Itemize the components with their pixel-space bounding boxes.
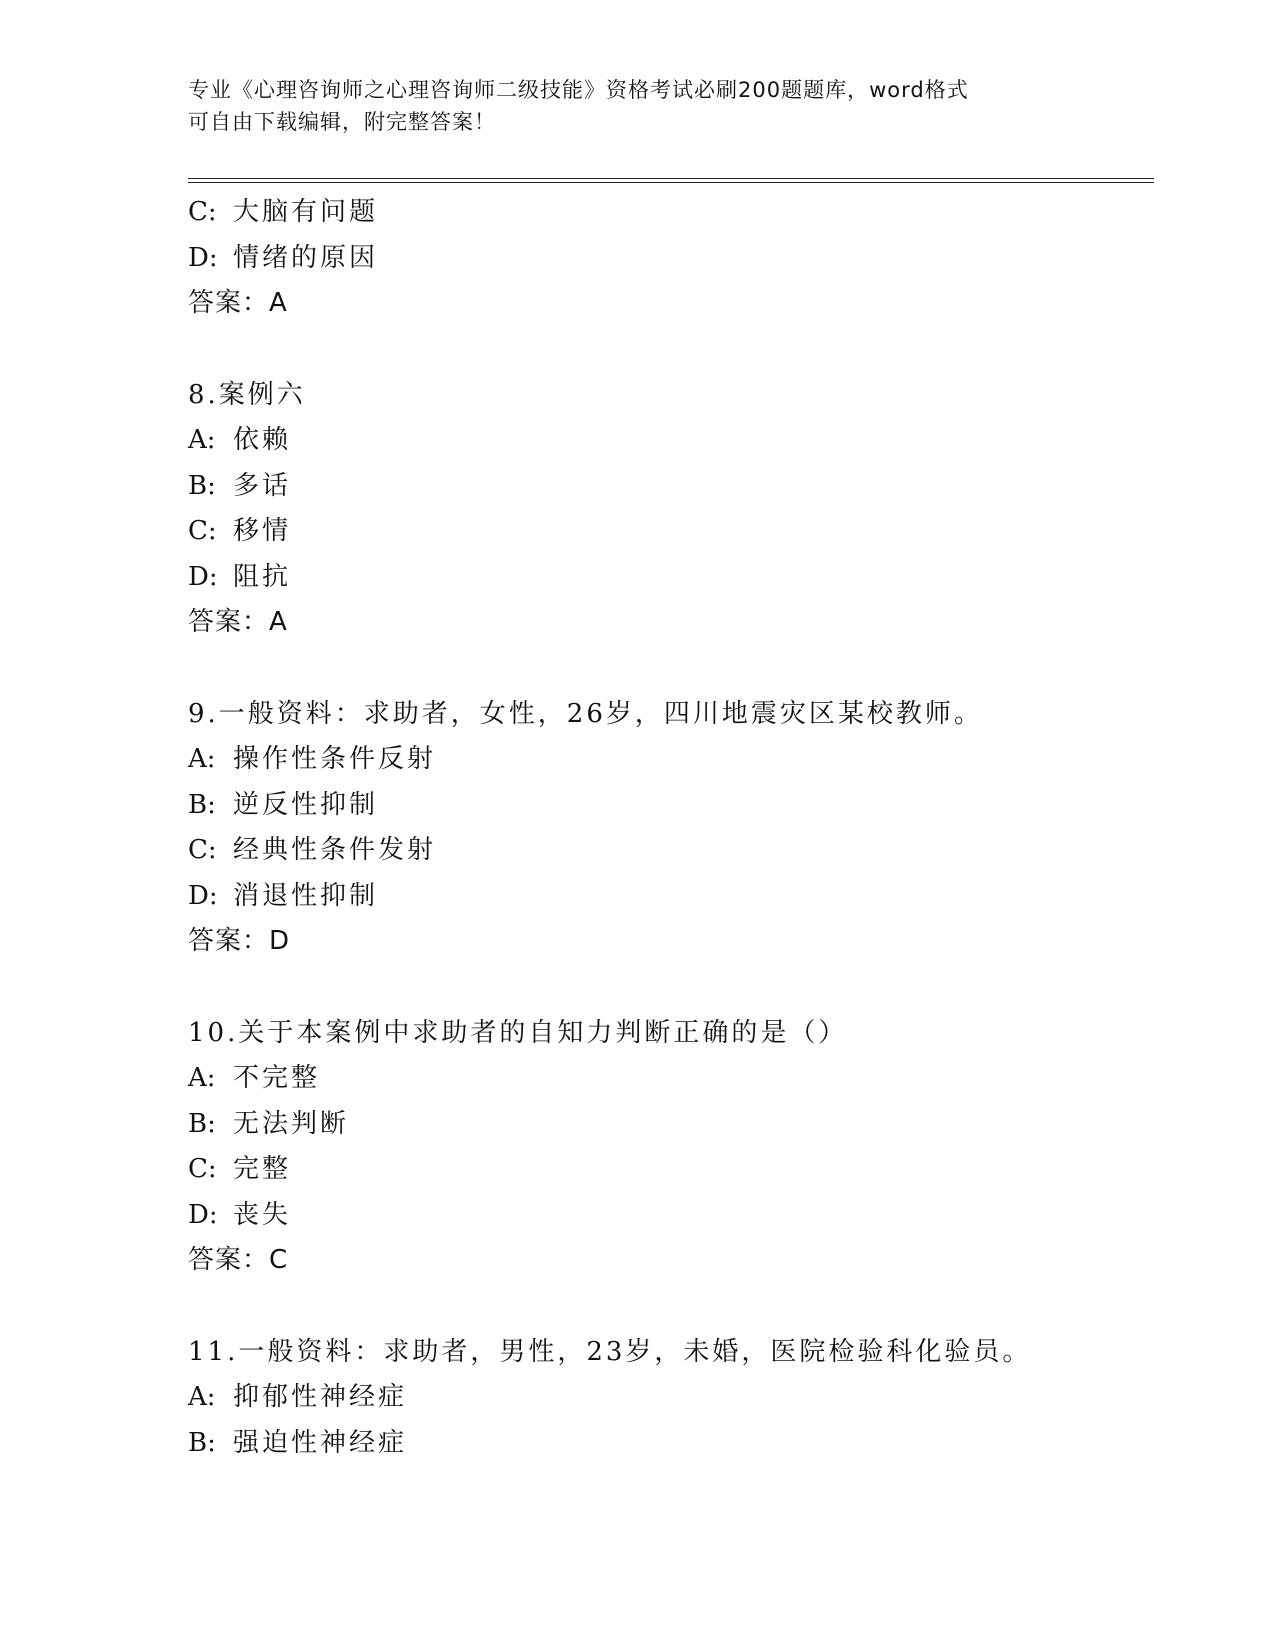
- option-letter: C:: [188, 197, 217, 227]
- option-row: [188, 737, 1148, 783]
- option-letter: C:: [188, 835, 217, 865]
- option-text: 大脑有问题: [233, 197, 379, 227]
- option-letter: C:: [188, 516, 217, 546]
- option-text: 逆反性抑制: [233, 789, 379, 820]
- option-row: [188, 464, 1148, 510]
- option-row: [188, 1147, 1148, 1193]
- option-text: 移情: [233, 516, 292, 546]
- answer-line: 答案：C: [188, 1245, 289, 1275]
- question-stem: 8.案例六: [188, 379, 306, 410]
- option-text: 不完整: [233, 1063, 321, 1093]
- question-stem: 10.关于本案例中求助者的自知力判断正确的是（）: [188, 1017, 848, 1048]
- option-row: [188, 1421, 1148, 1467]
- option-text: 情绪的原因: [233, 242, 379, 273]
- option-letter: B:: [188, 1108, 216, 1139]
- answer-line: 答案：A: [188, 607, 288, 637]
- question-stem: 9.一般资料：求助者，女性，26岁，四川地震灾区某校教师。: [188, 698, 983, 729]
- option-text: 抑郁性神经症: [233, 1382, 408, 1412]
- option-letter: A:: [188, 425, 216, 455]
- option-letter: A:: [188, 1382, 216, 1412]
- option-row: [188, 418, 1148, 464]
- question-stem: 11.一般资料：求助者，男性，23岁，未婚，医院检验科化验员。: [188, 1336, 1032, 1367]
- option-letter: B:: [188, 789, 216, 820]
- option-row: [188, 874, 1148, 920]
- option-letter: D:: [188, 880, 218, 911]
- option-text: 经典性条件发射: [233, 835, 437, 865]
- answer-line: 答案：D: [188, 926, 291, 956]
- option-letter: A:: [188, 744, 216, 774]
- option-letter: D:: [188, 561, 218, 592]
- document-header: [188, 74, 1068, 138]
- option-letter: D:: [188, 242, 218, 273]
- header-divider-bottom: [188, 182, 1154, 183]
- option-row: [188, 509, 1148, 555]
- option-text: 依赖: [233, 425, 292, 455]
- option-text: 操作性条件反射: [233, 744, 437, 774]
- option-letter: B:: [188, 1427, 216, 1458]
- option-text: 强迫性神经症: [233, 1427, 408, 1458]
- header-line-2: 可自由下载编辑，附完整答案！: [188, 110, 496, 134]
- option-row: [188, 236, 1148, 282]
- option-row: [188, 1193, 1148, 1239]
- header-line-1: 专业《心理咨询师之心理咨询师二级技能》资格考试必刷200题题库，word格式: [188, 78, 969, 102]
- option-row: [188, 555, 1148, 601]
- option-letter: C:: [188, 1154, 217, 1184]
- option-letter: B:: [188, 470, 216, 501]
- option-row: [188, 828, 1148, 874]
- option-text: 丧失: [233, 1199, 292, 1230]
- option-row: [188, 190, 1148, 236]
- option-letter: A:: [188, 1063, 216, 1093]
- option-row: [188, 1375, 1148, 1421]
- option-text: 阻抗: [233, 561, 292, 592]
- option-row: [188, 1102, 1148, 1148]
- option-text: 多话: [233, 470, 292, 501]
- option-row: [188, 783, 1148, 829]
- question-list: [188, 190, 1148, 1466]
- answer-line: 答案：A: [188, 288, 288, 318]
- option-text: 完整: [233, 1154, 292, 1184]
- option-text: 无法判断: [233, 1108, 350, 1139]
- option-row: [188, 1056, 1148, 1102]
- header-divider-top: [188, 178, 1154, 179]
- option-letter: D:: [188, 1199, 218, 1230]
- option-text: 消退性抑制: [233, 880, 379, 911]
